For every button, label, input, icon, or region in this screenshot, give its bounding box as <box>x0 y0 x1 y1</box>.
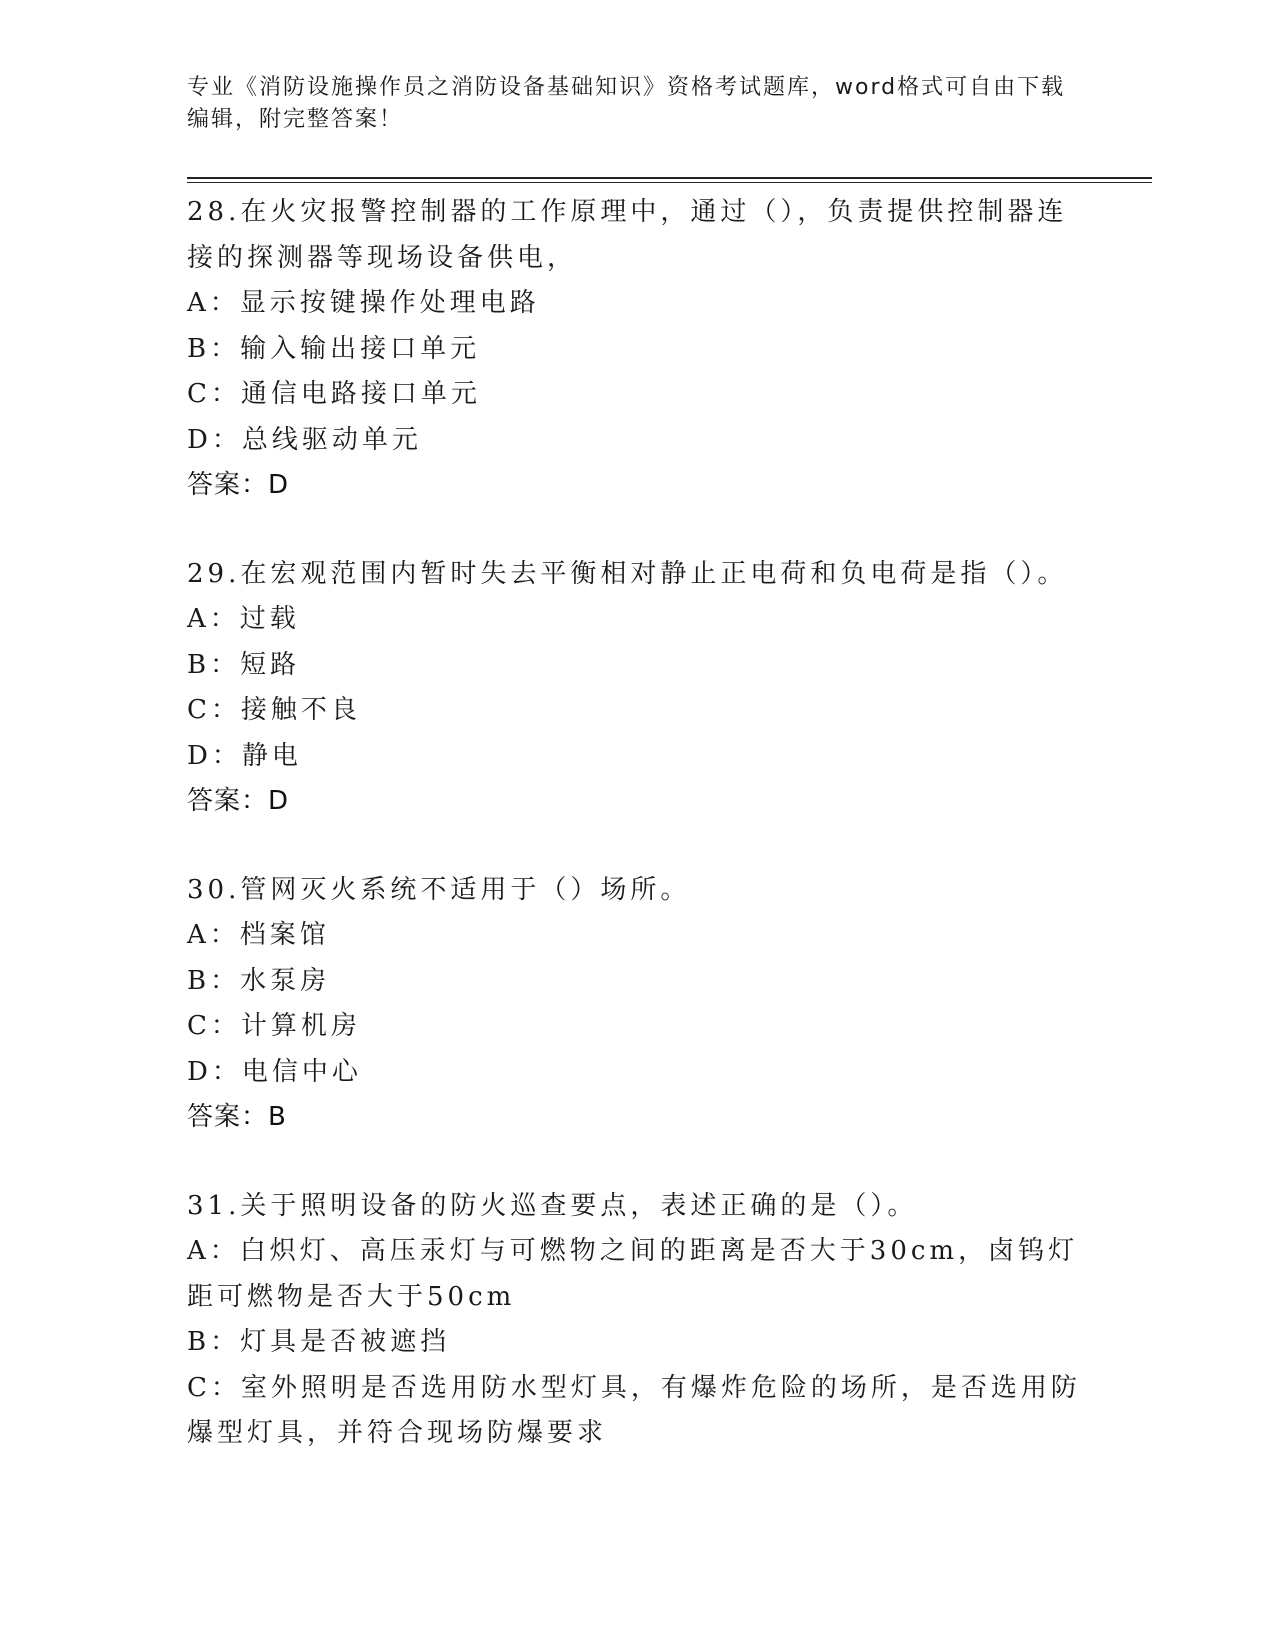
question-stem: 29.在宏观范围内暂时失去平衡相对静止正电荷和负电荷是指（）。 <box>187 558 1068 589</box>
header-note: 专业《消防设施操作员之消防设备基础知识》资格考试题库，word格式可自由下载编辑，附完整答案！ <box>187 75 1066 132</box>
answer-value: D <box>268 786 290 816</box>
option-c: C：计算机房 <box>187 1011 361 1041</box>
answer-value: B <box>268 1102 287 1132</box>
option-a: A：显示按键操作处理电路 <box>187 288 540 318</box>
option-c: C：通信电路接口单元 <box>187 379 481 409</box>
option-b: B：短路 <box>187 649 301 680</box>
option-d: D：电信中心 <box>187 1056 362 1087</box>
answer-value: D <box>268 470 290 500</box>
option-b: B：输入输出接口单元 <box>187 333 481 364</box>
question-29 <box>187 552 1087 825</box>
question-list <box>187 190 1087 1500</box>
option-b: B：灯具是否被遮挡 <box>187 1327 451 1357</box>
answer-line <box>187 1095 1087 1141</box>
question-stem: 28.在火灾报警控制器的工作原理中，通过（），负责提供控制器连接的探测器等现场设备供电， <box>187 197 1068 273</box>
option-a: A：白炽灯、高压汞灯与可燃物之间的距离是否大于30cm，卤钨灯距可燃物是否大于50cm <box>187 1236 1079 1312</box>
answer-label: 答案： <box>187 786 269 816</box>
option-a: A：档案馆 <box>187 920 330 950</box>
option-b: B：水泵房 <box>187 965 331 996</box>
option-d: D：总线驱动单元 <box>187 424 422 455</box>
divider-line-thin <box>187 182 1152 183</box>
answer-line <box>187 463 1087 509</box>
option-d: D：静电 <box>187 740 302 771</box>
option-c: C：室外照明是否选用防水型灯具，有爆炸危险的场所，是否选用防爆型灯具，并符合现场防爆要求 <box>187 1372 1081 1448</box>
answer-label: 答案： <box>187 470 269 500</box>
answer-label: 答案： <box>187 1102 269 1132</box>
question-stem: 31.关于照明设备的防火巡查要点，表述正确的是（）。 <box>187 1190 918 1221</box>
answer-line <box>187 779 1087 825</box>
header-divider <box>187 177 1152 183</box>
option-c: C：接触不良 <box>187 695 361 725</box>
question-30 <box>187 868 1087 1141</box>
question-stem: 30.管网灭火系统不适用于（）场所。 <box>187 874 691 905</box>
divider-line-thick <box>187 177 1152 179</box>
question-28 <box>187 190 1087 509</box>
question-31 <box>187 1184 1087 1457</box>
option-a: A：过载 <box>187 604 300 634</box>
